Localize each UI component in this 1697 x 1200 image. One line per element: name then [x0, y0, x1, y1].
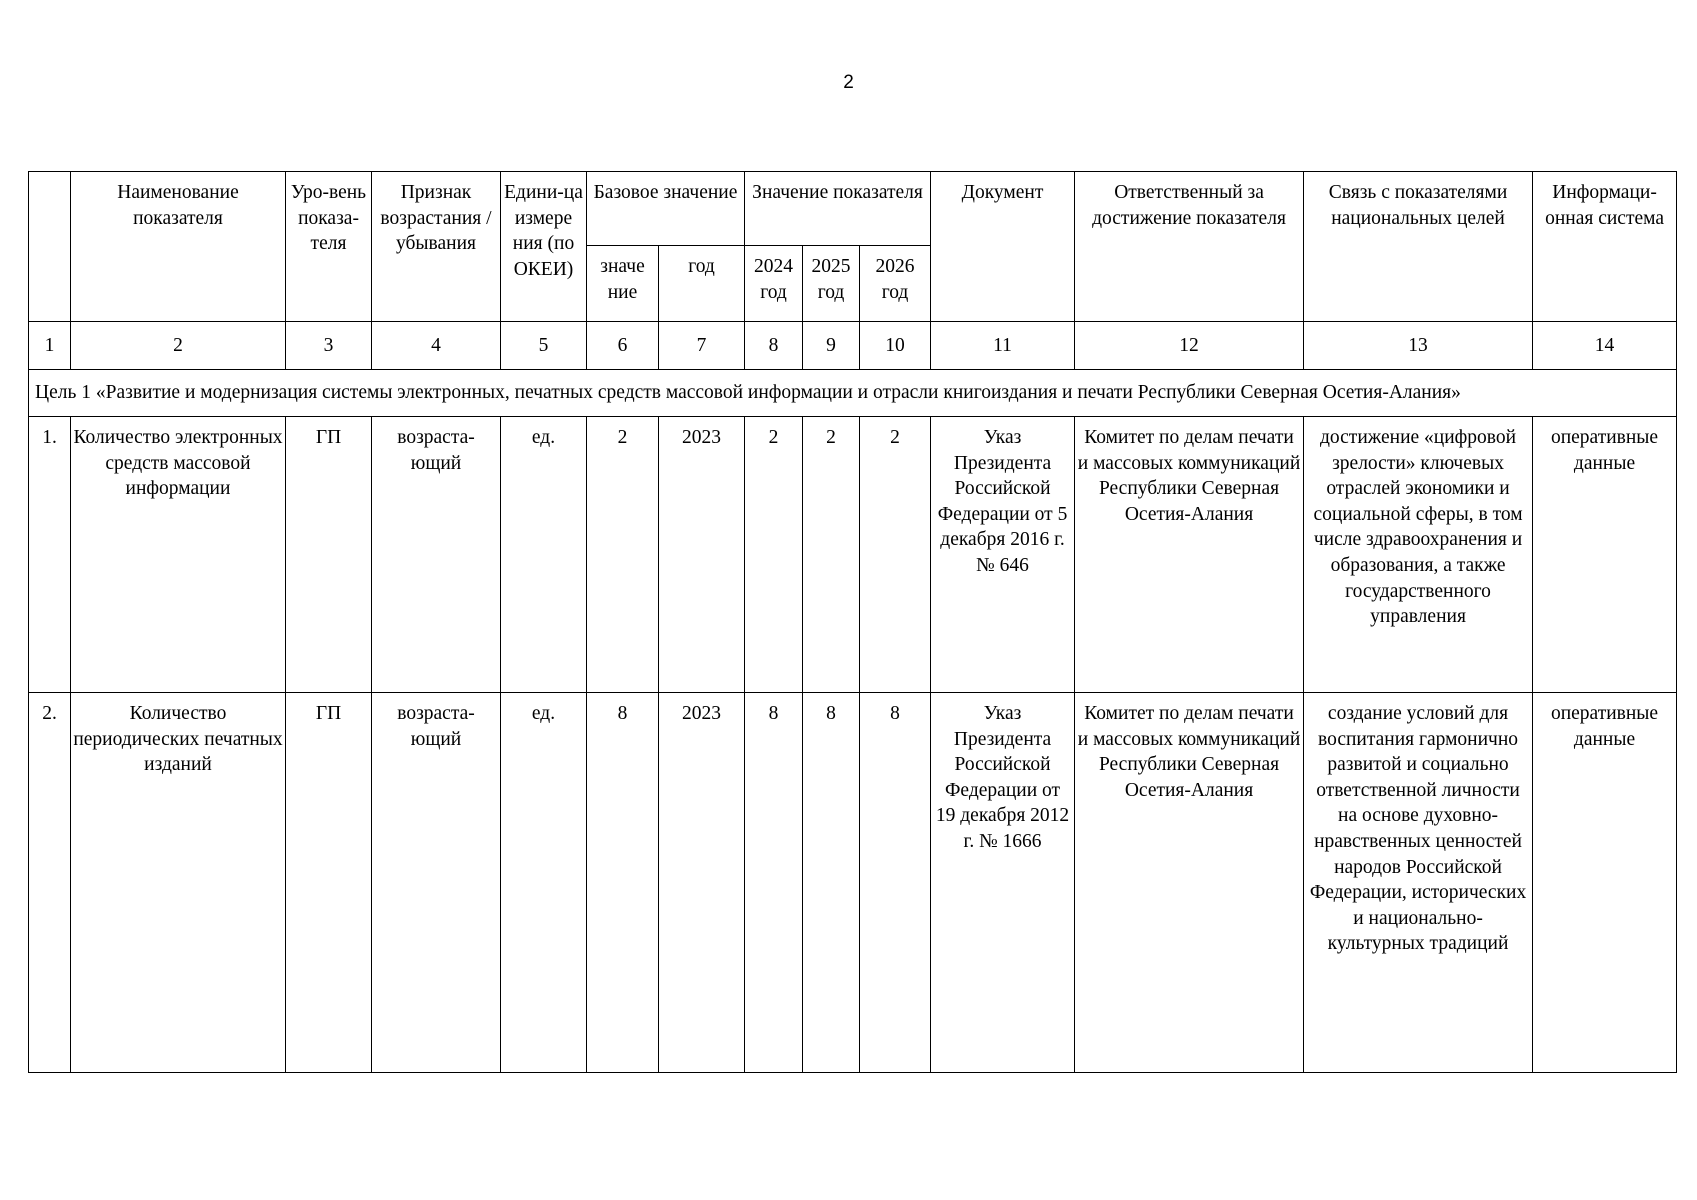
- header-row: [29, 172, 1677, 246]
- value-2024: 2: [745, 417, 803, 693]
- header-base-value: значе ние: [587, 246, 659, 322]
- header-link: Связь с показателями национальных целей: [1304, 172, 1533, 322]
- document: Указ Президента Российской Федерации от 19 декабря 2012 г. № 1666: [931, 693, 1075, 1073]
- column-number: 12: [1075, 322, 1304, 370]
- base-value: 8: [587, 693, 659, 1073]
- header-unit: Едини-ца измере ния (по ОКЕИ): [501, 172, 587, 322]
- information-system: оперативные данные: [1533, 693, 1677, 1073]
- indicators-table: [28, 171, 1677, 1073]
- table-row: [29, 417, 1677, 693]
- value-2026: 2: [860, 417, 931, 693]
- header-2026: 2026 год: [860, 246, 931, 322]
- page-number: 2: [843, 72, 854, 93]
- column-number: 1: [29, 322, 71, 370]
- header-document: Документ: [931, 172, 1075, 322]
- column-number: 7: [659, 322, 745, 370]
- column-number: 9: [803, 322, 860, 370]
- indicator-unit: ед.: [501, 417, 587, 693]
- header-level: Уро-вень показа-теля: [286, 172, 372, 322]
- base-year: 2023: [659, 417, 745, 693]
- column-number: 2: [71, 322, 286, 370]
- base-year: 2023: [659, 693, 745, 1073]
- header-name: Наименование показателя: [71, 172, 286, 322]
- header-values: Значение показателя: [745, 172, 931, 246]
- column-number: 5: [501, 322, 587, 370]
- indicator-level: ГП: [286, 693, 372, 1073]
- column-number: 10: [860, 322, 931, 370]
- document: Указ Президента Российской Федерации от 5 декабря 2016 г. № 646: [931, 417, 1075, 693]
- indicator-sign: возраста-ющий: [372, 693, 501, 1073]
- indicator-unit: ед.: [501, 693, 587, 1073]
- base-value: 2: [587, 417, 659, 693]
- value-2025: 8: [803, 693, 860, 1073]
- column-number: 14: [1533, 322, 1677, 370]
- indicator-name: Количество периодических печатных изданий: [71, 693, 286, 1073]
- responsible: Комитет по делам печати и массовых коммуникаций Республики Северная Осетия-Алания: [1075, 693, 1304, 1073]
- header-index: [29, 172, 71, 322]
- row-index: 2.: [29, 693, 71, 1073]
- indicator-level: ГП: [286, 417, 372, 693]
- column-number: 11: [931, 322, 1075, 370]
- row-index: 1.: [29, 417, 71, 693]
- national-goals-link: создание условий для воспитания гармонично развитой и социально ответственной личности на основе духовно-нравственных ценностей народов Российской Федерации, исторических и национально-культурных традиций: [1304, 693, 1533, 1073]
- column-number: 4: [372, 322, 501, 370]
- column-number: 13: [1304, 322, 1533, 370]
- value-2025: 2: [803, 417, 860, 693]
- header-responsible: Ответственный за достижение показателя: [1075, 172, 1304, 322]
- table-row: [29, 693, 1677, 1073]
- header-2025: 2025 год: [803, 246, 860, 322]
- value-2026: 8: [860, 693, 931, 1073]
- goal-row: [29, 370, 1677, 417]
- column-number: 6: [587, 322, 659, 370]
- header-2024: 2024 год: [745, 246, 803, 322]
- information-system: оперативные данные: [1533, 417, 1677, 693]
- header-sign: Признак возрастания / убывания: [372, 172, 501, 322]
- header-infosys: Информаци-онная система: [1533, 172, 1677, 322]
- column-number: 8: [745, 322, 803, 370]
- national-goals-link: достижение «цифровой зрелости» ключевых отраслей экономики и социальной сферы, в том числе здравоохранения и образования, а также государственного управления: [1304, 417, 1533, 693]
- value-2024: 8: [745, 693, 803, 1073]
- indicator-sign: возраста-ющий: [372, 417, 501, 693]
- header-base: Базовое значение: [587, 172, 745, 246]
- column-number: 3: [286, 322, 372, 370]
- indicator-name: Количество электронных средств массовой информации: [71, 417, 286, 693]
- column-numbers-row: [29, 322, 1677, 370]
- responsible: Комитет по делам печати и массовых коммуникаций Республики Северная Осетия-Алания: [1075, 417, 1304, 693]
- header-base-year: год: [659, 246, 745, 322]
- goal-title: Цель 1 «Развитие и модернизация системы электронных, печатных средств массовой информации и отрасли книгоиздания и печати Республики Северная Осетия-Алания»: [29, 370, 1677, 417]
